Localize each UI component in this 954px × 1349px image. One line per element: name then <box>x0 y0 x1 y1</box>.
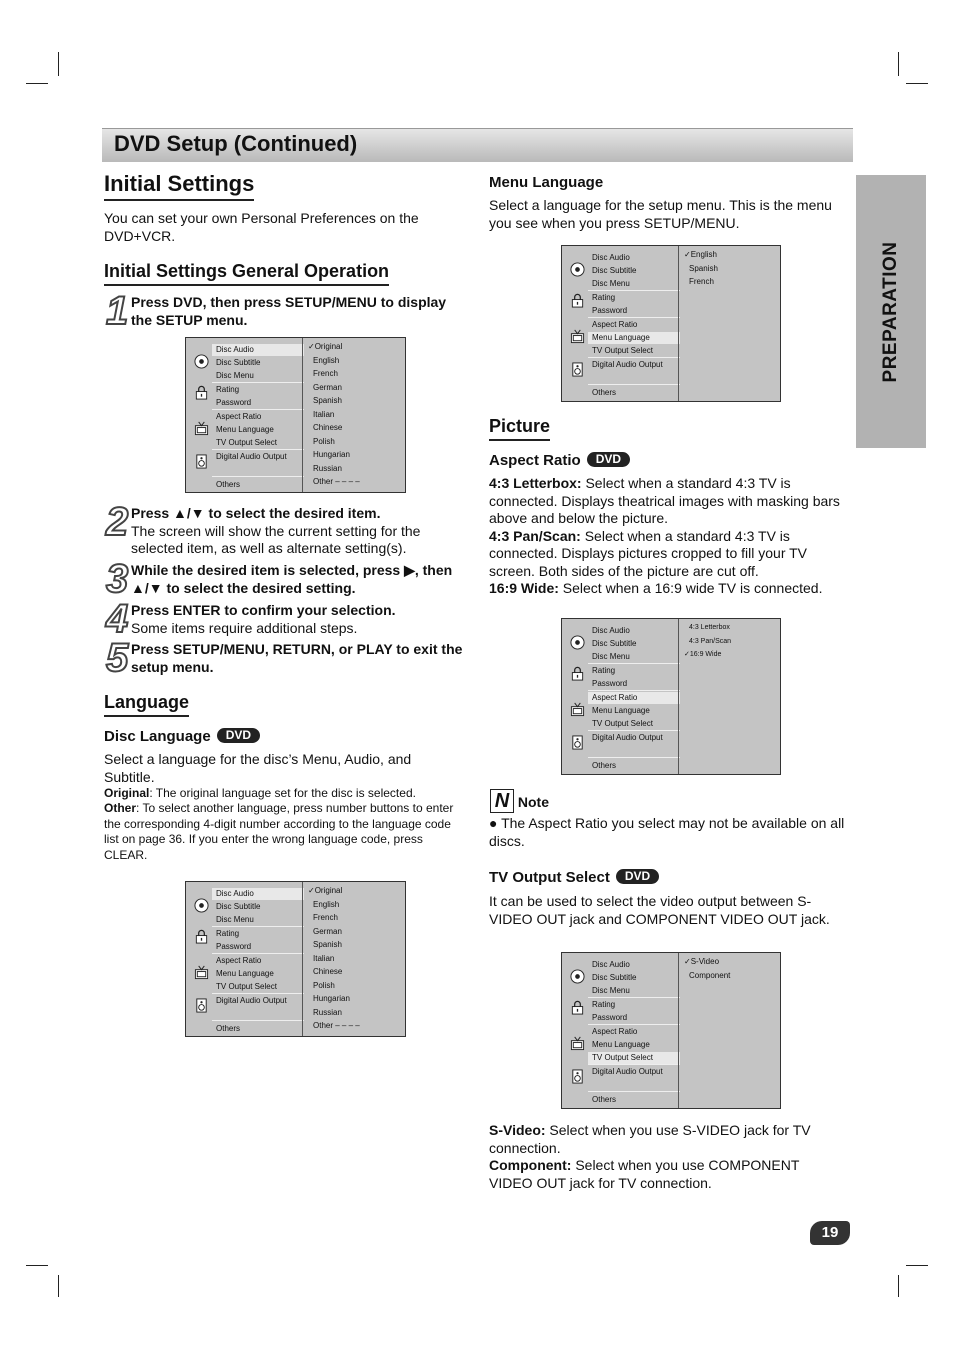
menu-option[interactable]: English <box>313 899 340 909</box>
menu-separator <box>212 926 304 927</box>
menu-option[interactable]: Chinese <box>313 967 343 976</box>
picture-heading: Picture <box>489 416 550 441</box>
lock-icon <box>570 666 585 681</box>
menu-separator <box>212 1020 304 1021</box>
aspect-ratio-descriptions: 4:3 Letterbox: Select when a standard 4:3 TV is connected. Displays theatrical images with masking bars above and below the picture. 4:3 Pan/Scan: Select when a standard 4:3 TV is connected. Displays pictures cropped to fill your TV screen. Both sides of the picture are cut off. 16:9 Wide: Select when a 16:9 wide TV is connected. <box>489 475 840 596</box>
menu-item-digital-audio-output[interactable]: Digital Audio Output <box>592 360 663 369</box>
menu-option[interactable]: 4:3 Letterbox <box>689 624 730 631</box>
menu-option[interactable]: Spanish <box>313 396 342 405</box>
menu-option[interactable]: German <box>313 926 342 936</box>
menu-item-password[interactable]: Password <box>216 398 252 407</box>
step-2: Press ▲/▼ to select the desired item. The screen will show the current setting for the selected item, as well as alternate setting(s). <box>131 505 421 556</box>
menu-option[interactable]: Hungarian <box>313 994 350 1003</box>
menu-item-tv-output-select[interactable]: TV Output Select <box>216 438 277 447</box>
menu-item-rating[interactable]: Rating <box>216 929 240 938</box>
menu-left-column <box>566 248 676 399</box>
menu-item-others[interactable]: Others <box>592 1095 617 1104</box>
menu-item-password[interactable]: Password <box>592 1013 628 1022</box>
crop-mark <box>58 52 59 76</box>
crop-mark <box>58 1275 59 1297</box>
general-operation-heading: Initial Settings General Operation <box>104 261 389 286</box>
menu-option[interactable]: ✓Original <box>308 342 343 351</box>
aspect-ratio-menu-screen <box>561 618 781 775</box>
language-heading: Language <box>104 692 189 717</box>
menu-separator <box>588 757 680 758</box>
tv-icon <box>570 702 585 717</box>
menu-option[interactable]: ✓16:9 Wide <box>684 651 722 658</box>
menu-item-rating[interactable]: Rating <box>592 293 616 302</box>
tv-icon <box>194 421 209 436</box>
menu-language-heading: Menu Language <box>489 174 604 191</box>
menu-item-tv-output-select[interactable]: TV Output Select <box>588 1052 680 1064</box>
menu-separator <box>588 317 680 318</box>
tv-icon <box>194 965 209 980</box>
menu-separator <box>588 997 680 998</box>
menu-option[interactable]: Component <box>689 970 731 980</box>
menu-item-menu-language[interactable]: Menu Language <box>592 1040 650 1049</box>
menu-item-menu-language[interactable]: Menu Language <box>592 706 650 715</box>
menu-separator <box>212 476 304 477</box>
menu-item-digital-audio-output[interactable]: Digital Audio Output <box>592 733 663 742</box>
menu-left-column <box>566 955 676 1106</box>
menu-left-column <box>566 621 676 772</box>
page-title: Initial Settings <box>104 171 254 201</box>
menu-item-disc-subtitle[interactable]: Disc Subtitle <box>592 973 637 982</box>
menu-divider <box>678 246 679 401</box>
menu-item-digital-audio-output[interactable]: Digital Audio Output <box>592 1067 663 1076</box>
menu-item-aspect-ratio[interactable]: Aspect Ratio <box>216 412 262 421</box>
menu-item-password[interactable]: Password <box>216 942 252 951</box>
menu-separator <box>588 357 680 358</box>
step-3: While the desired item is selected, press ▶, then ▲/▼ to select the desired setting. <box>131 562 453 596</box>
svideo-description: S-Video: Select when you use S-VIDEO jack for TV connection. <box>489 1122 811 1156</box>
menu-item-others[interactable]: Others <box>592 388 617 397</box>
menu-divider <box>302 882 303 1036</box>
menu-item-password[interactable]: Password <box>592 679 628 688</box>
menu-item-menu-language[interactable]: Menu Language <box>216 425 274 434</box>
crop-mark <box>26 1265 48 1266</box>
dvd-badge: DVD <box>217 728 260 743</box>
aspect-ratio-heading: Aspect Ratio DVD <box>489 452 630 469</box>
menu-item-disc-menu[interactable]: Disc Menu <box>592 279 630 288</box>
menu-item-disc-menu[interactable]: Disc Menu <box>216 915 254 924</box>
menu-left-column <box>190 884 300 1034</box>
speaker-icon <box>194 454 209 469</box>
menu-item-rating[interactable]: Rating <box>592 1000 616 1009</box>
menu-language-text: Select a language for the setup menu. This is the menu you see when you press SETUP/MENU. <box>489 197 832 231</box>
menu-item-digital-audio-output[interactable]: Digital Audio Output <box>216 996 287 1005</box>
menu-option[interactable]: Polish <box>313 980 335 990</box>
lock-icon <box>194 929 209 944</box>
menu-item-disc-subtitle[interactable]: Disc Subtitle <box>592 266 637 275</box>
note-header: N Note <box>490 789 549 813</box>
menu-separator <box>588 290 680 291</box>
banner-title: DVD Setup (Continued) <box>114 131 358 156</box>
lock-icon <box>570 293 585 308</box>
menu-divider <box>678 953 679 1108</box>
menu-item-password[interactable]: Password <box>592 306 628 315</box>
disc-language-menu-screen <box>185 881 406 1037</box>
menu-item-disc-menu[interactable]: Disc Menu <box>592 986 630 995</box>
menu-item-disc-audio[interactable]: Disc Audio <box>212 888 304 900</box>
step-number: 3 <box>106 557 129 601</box>
menu-item-rating[interactable]: Rating <box>592 666 616 675</box>
menu-option[interactable]: Other – – – – <box>313 1021 360 1030</box>
menu-item-digital-audio-output[interactable]: Digital Audio Output <box>216 452 287 461</box>
page-number: 19 <box>810 1221 850 1245</box>
step-4: Press ENTER to confirm your selection. Some items require additional steps. <box>131 602 396 636</box>
menu-option[interactable]: ✓English <box>684 250 717 259</box>
menu-option[interactable]: Russian <box>313 463 342 473</box>
crop-mark <box>898 52 899 76</box>
original-description: Original: The original language set for the disc is selected. <box>104 786 416 800</box>
menu-option[interactable]: Spanish <box>313 940 342 949</box>
crop-mark <box>906 1265 928 1266</box>
menu-option[interactable]: Russian <box>313 1007 342 1017</box>
tv-output-heading: TV Output Select DVD <box>489 869 659 886</box>
menu-option[interactable]: ✓Original <box>308 886 343 895</box>
step-number: 4 <box>106 597 129 641</box>
crop-mark <box>26 83 48 84</box>
component-description: Component: Select when you use COMPONENT VIDEO OUT jack for TV connection. <box>489 1157 800 1191</box>
menu-item-tv-output-select[interactable]: TV Output Select <box>592 346 653 355</box>
menu-separator <box>588 690 680 691</box>
speaker-icon <box>570 362 585 377</box>
menu-option[interactable]: 4:3 Pan/Scan <box>689 637 732 645</box>
menu-option[interactable]: Polish <box>313 436 335 446</box>
menu-item-disc-audio[interactable]: Disc Audio <box>592 960 630 969</box>
step-number: 1 <box>106 289 129 333</box>
lock-icon <box>570 1000 585 1015</box>
menu-item-disc-audio[interactable]: Disc Audio <box>592 253 630 262</box>
tv-output-menu-screen <box>561 952 781 1109</box>
menu-option[interactable]: French <box>313 369 338 378</box>
menu-item-disc-audio[interactable]: Disc Audio <box>212 344 304 356</box>
menu-divider <box>678 619 679 774</box>
menu-option[interactable]: ✓S-Video <box>684 957 720 966</box>
intro-text: You can set your own Personal Preferences on the DVD+VCR. <box>104 210 419 244</box>
menu-item-menu-language[interactable]: Menu Language <box>216 969 274 978</box>
tv-output-text: It can be used to select the video output between S-VIDEO OUT jack and COMPONENT VIDEO OUT jack. <box>489 893 830 927</box>
speaker-icon <box>194 998 209 1013</box>
menu-item-disc-subtitle[interactable]: Disc Subtitle <box>216 358 261 367</box>
menu-item-aspect-ratio[interactable]: Aspect Ratio <box>216 956 262 965</box>
step-number: 2 <box>106 500 129 544</box>
menu-item-others[interactable]: Others <box>216 480 241 489</box>
menu-item-aspect-ratio[interactable]: Aspect Ratio <box>592 320 638 329</box>
side-tab-label: PREPARATION <box>880 241 901 382</box>
menu-separator <box>588 1091 680 1092</box>
menu-language-menu-screen <box>561 245 781 402</box>
menu-option[interactable]: Hungarian <box>313 450 350 459</box>
dvd-badge: DVD <box>616 869 659 884</box>
step-number: 5 <box>106 636 129 680</box>
menu-option[interactable]: English <box>313 355 340 365</box>
menu-separator <box>212 382 304 383</box>
step-5: Press SETUP/MENU, RETURN, or PLAY to exit the setup menu. <box>131 641 463 675</box>
menu-separator <box>588 384 680 385</box>
menu-item-aspect-ratio[interactable]: Aspect Ratio <box>592 1027 638 1036</box>
menu-option[interactable]: Spanish <box>689 263 718 273</box>
menu-item-rating[interactable]: Rating <box>216 385 240 394</box>
note-icon: N <box>490 789 514 813</box>
disc-icon <box>194 898 209 913</box>
setup-menu-screen <box>185 337 406 493</box>
menu-option[interactable]: German <box>313 382 342 392</box>
disc-language-heading: Disc Language DVD <box>104 728 260 745</box>
menu-option[interactable]: Chinese <box>313 423 343 432</box>
menu-item-disc-subtitle[interactable]: Disc Subtitle <box>592 639 637 648</box>
menu-item-aspect-ratio[interactable]: Aspect Ratio <box>588 692 680 704</box>
menu-separator <box>212 993 304 994</box>
menu-item-disc-audio[interactable]: Disc Audio <box>592 626 630 635</box>
menu-separator <box>588 1064 680 1065</box>
menu-item-tv-output-select[interactable]: TV Output Select <box>592 719 653 728</box>
tv-icon <box>570 1036 585 1051</box>
menu-separator <box>588 663 680 664</box>
disc-icon <box>194 354 209 369</box>
menu-separator <box>212 953 304 954</box>
menu-left-column <box>190 340 300 490</box>
menu-divider <box>302 338 303 492</box>
menu-separator <box>212 449 304 450</box>
disc-icon <box>570 262 585 277</box>
menu-item-disc-menu[interactable]: Disc Menu <box>592 652 630 661</box>
disc-icon <box>570 969 585 984</box>
crop-mark <box>906 83 928 84</box>
side-tab <box>856 175 926 448</box>
speaker-icon <box>570 1069 585 1084</box>
note-text: ● The Aspect Ratio you select may not be available on all discs. <box>489 815 845 849</box>
tv-icon <box>570 329 585 344</box>
lock-icon <box>194 385 209 400</box>
menu-separator <box>588 1024 680 1025</box>
section-banner <box>102 128 853 162</box>
menu-separator <box>588 730 680 731</box>
menu-item-others[interactable]: Others <box>216 1024 241 1033</box>
disc-icon <box>570 635 585 650</box>
menu-item-disc-subtitle[interactable]: Disc Subtitle <box>216 902 261 911</box>
other-description: Other: To select another language, press number buttons to enter the corresponding 4-digit number according to the language code list on page 36. If you enter the wrong language code, press CLEAR. <box>104 801 454 862</box>
speaker-icon <box>570 735 585 750</box>
menu-separator <box>212 409 304 410</box>
menu-option[interactable]: Other – – – – <box>313 477 360 486</box>
menu-item-disc-menu[interactable]: Disc Menu <box>216 371 254 380</box>
step-1: Press DVD, then press SETUP/MENU to display the SETUP menu. <box>131 294 447 328</box>
menu-option[interactable]: French <box>313 913 338 922</box>
menu-option[interactable]: Italian <box>313 409 335 419</box>
menu-item-menu-language[interactable]: Menu Language <box>588 332 680 344</box>
menu-option[interactable]: Italian <box>313 953 335 963</box>
menu-option[interactable]: French <box>689 277 714 286</box>
dvd-badge: DVD <box>587 452 630 467</box>
menu-item-others[interactable]: Others <box>592 761 617 770</box>
menu-item-tv-output-select[interactable]: TV Output Select <box>216 982 277 991</box>
crop-mark <box>898 1275 899 1297</box>
disc-language-text: Select a language for the disc’s Menu, Audio, and Subtitle. <box>104 751 412 785</box>
